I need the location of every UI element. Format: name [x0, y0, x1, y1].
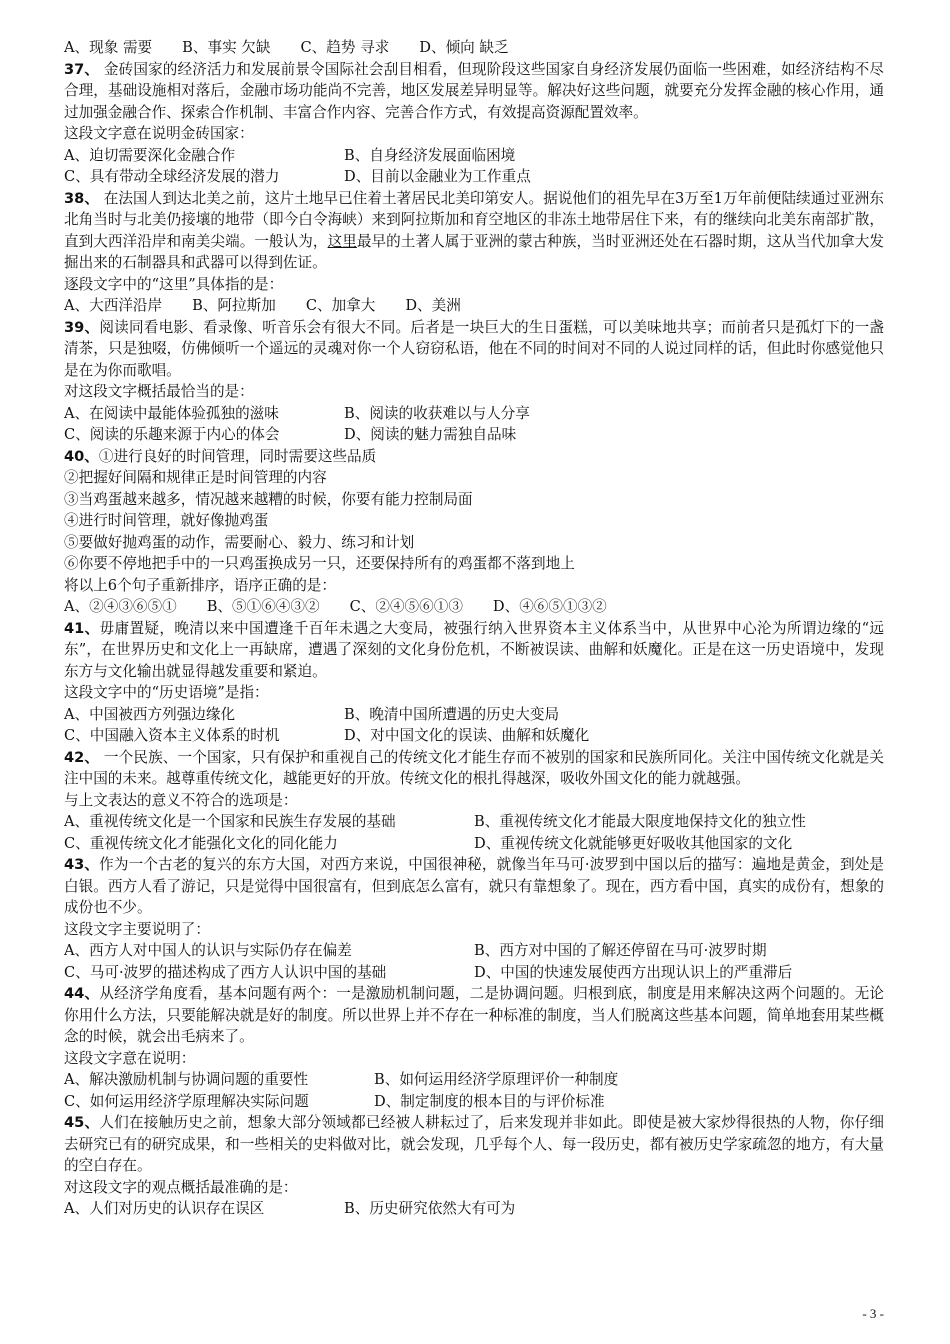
option: C、趋势 寻求: [300, 39, 390, 56]
question-number: 42、: [64, 748, 100, 766]
option: C、如何运用经济学原理解决实际问题: [64, 1092, 309, 1110]
option: C、阅读的乐趣来源于内心的体会: [64, 426, 280, 443]
options-row: [64, 962, 884, 984]
question-prompt: 这段文字意在说明金砖国家：: [64, 125, 254, 142]
question-37-text: [64, 59, 884, 124]
option: B、自身经济发展面临困境: [344, 146, 516, 164]
question-prompt: 这段文字主要说明了：: [64, 920, 210, 938]
option: D、制定制度的根本目的与评价标准: [374, 1092, 605, 1110]
option: B、阅读的收获难以与人分享: [344, 404, 530, 422]
sentence: ②把握好间隔和规律正是时间管理的内容: [64, 469, 327, 486]
options-row: [64, 403, 884, 425]
option: C、马可·波罗的描述构成了西方人认识中国的基础: [64, 963, 387, 981]
option: C、重视传统文化才能强化文化的同化能力: [64, 834, 338, 852]
option: D、中国的快速发展使西方出现认识上的严重滞后: [474, 963, 793, 981]
option: A、大西洋沿岸: [64, 297, 163, 314]
options-row: [64, 424, 884, 446]
option: A、在阅读中最能体验孤独的滋味: [64, 404, 279, 422]
passage: 人们在接触历史之前，想象大部分领域都已经被人耕耘过了，后来发现并非如此。即使是被大家炒得很热的人物，你仔细去研究已有的研究成果，和一些相关的史料做对比，就会发现，几乎每个人、每一段历史，都有被历史学家疏忽的地方，有大量的空白存在。: [64, 1114, 884, 1174]
passage: 最早的土著人属于亚洲的蒙古种族，当时亚洲还处在石器时期，这从当代加拿大发掘出来的石制器具和武器可以得到佐证。: [64, 232, 884, 271]
option: D、目前以金融业为工作重点: [344, 168, 531, 185]
question-number: 39、: [64, 318, 100, 336]
option: A、解决激励机制与协调问题的重要性: [64, 1071, 309, 1088]
question-prompt: 逐段文字中的“这里”具体指的是：: [64, 275, 284, 293]
options-row: [64, 940, 884, 962]
option: A、重视传统文化是一个国家和民族生存发展的基础: [64, 813, 396, 830]
sentence: ⑥你要不停地把手中的一只鸡蛋换成另一只，还要保持所有的鸡蛋都不落到地上: [64, 555, 575, 572]
option: D、阅读的魅力需独自品味: [344, 426, 517, 443]
question-prompt: 将以上6个句子重新排序，语序正确的是：: [64, 576, 336, 594]
question-number: 38、: [64, 189, 100, 207]
question-prompt: 这段文字中的“历史语境”是指：: [64, 684, 269, 701]
question-45-text: [64, 1112, 884, 1177]
options-row: [64, 725, 884, 747]
question-number: 37、: [64, 60, 100, 78]
underlined-term: 这里: [327, 232, 357, 250]
question-38-text: [64, 188, 884, 274]
exam-page: [64, 37, 884, 1220]
question-prompt: 与上文表达的意义不符合的选项是：: [64, 791, 298, 809]
option: D、倾向 缺乏: [419, 39, 509, 56]
option: D、对中国文化的误读、曲解和妖魔化: [344, 727, 590, 744]
option: B、如何运用经济学原理评价一种制度: [374, 1071, 619, 1088]
options-row: [64, 145, 884, 167]
options-row: [64, 295, 884, 317]
option: A、中国被西方列强边缘化: [64, 705, 236, 723]
options-row: [64, 596, 884, 618]
option: C、加拿大: [305, 297, 376, 314]
passage: 作为一个古老的复兴的东方大国，对西方来说，中国很神秘，就像当年马可·波罗到中国以后的描写：遍地是黄金，到处是白银。西方人看了游记，只是觉得中国很富有，但到底怎么富有，就只有靠想象了。现在，西方看中国，真实的成份有，想象的成份也不少。: [64, 856, 884, 916]
question-number: 40、: [64, 447, 99, 465]
sentence: ③当鸡蛋越来越多，情况越来越糟的时候，你要有能力控制局面: [64, 490, 473, 508]
question-prompt: 对这段文字概括最恰当的是：: [64, 383, 254, 400]
question-number: 43、: [64, 856, 100, 873]
question-43-text: [64, 854, 884, 919]
question-number: 44、: [64, 985, 100, 1002]
options-row: [64, 37, 884, 59]
option: B、西方对中国的了解还停留在马可·波罗时期: [474, 942, 767, 959]
page-number: - 3 -: [862, 1306, 884, 1321]
question-42-text: [64, 747, 884, 790]
question-number: 45、: [64, 1114, 100, 1131]
passage: 一个民族、一个国家，只有保护和重视自己的传统文化才能生存而不被别的国家和民族所同化。关注中国传统文化就是关注中国的未来。越尊重传统文化，越能更好的开放。传统文化的根扎得越深，吸收外国文化的能力就越强。: [64, 748, 884, 787]
option: B、历史研究依然大有可为: [344, 1200, 516, 1217]
passage: 在法国人到达北美之前，这片土地早已住着土著居民北美印第安人。据说他们的祖先早在3万至1万年前便陆续通过亚洲东北角当时与北美仍接壤的地带（即今白令海峡）来到阿拉斯加和育空地区的非冻土地带居住下来，有的继续向北美东南部扩散，直到大西洋沿岸和南美尖端。一般认为，: [64, 189, 885, 250]
option: B、重视传统文化才能最大限度地保持文化的独立性: [474, 813, 806, 830]
question-40-text: [64, 446, 884, 468]
options-row: [64, 704, 884, 726]
options-row: [64, 1198, 884, 1220]
option: D、④⑥⑤①③②: [492, 598, 607, 615]
passage: 金砖国家的经济活力和发展前景令国际社会刮目相看，但现阶段这些国家自身经济发展仍面临一些困难，如经济结构不尽合理，基础设施相对落后，金融市场功能尚不完善，地区发展差异明显等。解决好这些问题，就要充分发挥金融的核心作用，通过加强金融合作、探索合作机制、丰富合作内容、完善合作方式，有效提高资源配置效率。: [64, 60, 884, 121]
question-41-text: [64, 618, 884, 683]
options-row: [64, 1069, 884, 1091]
option: B、阿拉斯加: [192, 297, 276, 314]
question-number: 41、: [64, 619, 100, 637]
option: B、事实 欠缺: [182, 39, 271, 56]
question-44-text: [64, 983, 884, 1048]
passage: 阅读同看电影、看录像、听音乐会有很大不同。后者是一块巨大的生日蛋糕，可以美味地共享；而前者只是孤灯下的一盏清茶，只是独啜，仿佛倾听一个遥远的灵魂对你一个人窃窃私语，他在不同的时间对不同的人说过同样的话，但此时你感觉他只是在为你而歌唱。: [64, 318, 884, 379]
passage: 从经济学角度看，基本问题有两个：一是激励机制问题，二是协调问题。归根到底，制度是用来解决这两个问题的。无论你用什么方法，只要能解决就是好的制度。所以世界上并不存在一种标准的制度，当人们脱离这些基本问题，简单地套用某些概念的时候，就会出毛病来了。: [64, 985, 884, 1045]
options-row: [64, 166, 884, 188]
sentence: ①进行良好的时间管理，同时需要这些品质: [98, 447, 377, 465]
question-prompt: 这段文字意在说明：: [64, 1049, 196, 1067]
option: A、现象 需要: [64, 39, 153, 56]
option: A、西方人对中国人的认识与实际仍存在偏差: [64, 942, 352, 959]
options-row: [64, 811, 884, 833]
options-row: [64, 1091, 884, 1113]
option: B、晚清中国所遭遇的历史大变局: [344, 705, 560, 723]
question-39-text: [64, 317, 884, 382]
option: B、⑤①⑥④③②: [206, 598, 320, 615]
sentence: ⑤要做好抛鸡蛋的动作，需要耐心、毅力、练习和计划: [64, 533, 415, 551]
option: D、美洲: [405, 297, 461, 314]
option: A、迫切需要深化金融合作: [64, 146, 236, 164]
passage: 毋庸置疑，晚清以来中国遭逢千百年未遇之大变局，被强行纳入世界资本主义体系当中，从世界中心沦为所谓边缘的“远东”，在世界历史和文化上一再缺席，遭遇了深刻的文化身份危机，不断被误读、曲解和妖魔化。正是在这一历史语境中，发现东方与文化输出就显得越发重要和紧迫。: [64, 619, 885, 680]
option: D、重视传统文化就能够更好吸收其他国家的文化: [474, 834, 793, 852]
question-prompt: 对这段文字的观点概括最准确的是：: [64, 1178, 298, 1196]
option: A、人们对历史的认识存在误区: [64, 1200, 265, 1217]
option: C、中国融入资本主义体系的时机: [64, 727, 280, 744]
sentence: ④进行时间管理，就好像抛鸡蛋: [64, 512, 269, 529]
option: C、②④⑤⑥①③: [349, 598, 463, 615]
option: A、②④③⑥⑤①: [64, 598, 177, 615]
options-row: [64, 833, 884, 855]
option: C、具有带动全球经济发展的潜力: [64, 168, 280, 185]
